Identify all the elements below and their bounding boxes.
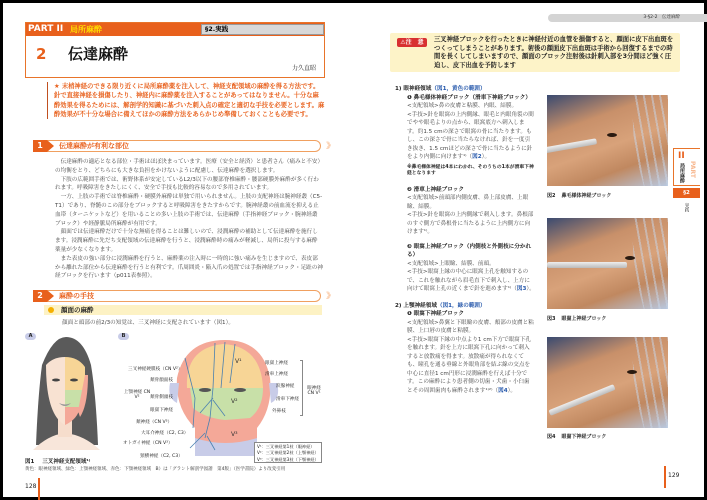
zone-label-v3: V³	[231, 431, 238, 438]
syringe	[547, 138, 597, 153]
paragraph: 下肢の広範囲手術では、術野体系が安定しているL2/3以下の腰部脊椎麻酔・腰部硬膜外麻酔が多く行われます。呼吸障害をきたしにくく、安全で手技も比較的容易なので多用されています。	[55, 176, 319, 192]
figure-label: 眼窩上神経	[265, 361, 288, 366]
caption-text: 鼻毛様体神経ブロック	[561, 193, 612, 199]
arrow-icon	[47, 140, 54, 152]
page-number: 128	[25, 483, 37, 490]
technique-text: <手技>眼窩下縁の中点より1 cm下方で眼窩下孔を触れます。針を上方に眼窩下孔に向かって刺入すると放散痛を得ます。放散痛が得られなくても、瞳孔を通る垂線と外眼角部を結ぶ線の交点を中心に直径1 cm円形に浸潤麻酔を行えば十分です。この麻酔により患者側の切歯・犬歯・小臼歯とその周囲歯肉も麻酔されます¹⁾²⁾（	[407, 336, 531, 394]
zone-label-v1: V¹	[235, 358, 242, 365]
block-technique	[395, 268, 535, 294]
figure-label: 三叉神経硬膜枝（CN V²）	[128, 367, 183, 372]
block-title: ❷ 滑車上神経ブロック	[407, 186, 464, 193]
syringe	[548, 384, 615, 416]
page-number-bar	[664, 466, 666, 488]
page-number: 129	[668, 472, 680, 479]
chapter-summary: ★ 末梢神経のできる限り近くに局所麻酔薬を注入して、神経支配領域の麻酔を得る方法です。針で直接神経を損傷したり、神経内に麻酔薬を注入することがあってはなりません。十分な麻酔効果を得るためには、解剖学的知識に基づいた刺入点の確定と適切な手技を必要とします。麻酔効果が不十分な場合に備えてほかの麻酔方法をあらかじめ準備しておくことも必要です。	[47, 82, 325, 119]
caption-text: 眼窩上神経ブロック	[561, 316, 607, 322]
photo-figure-3	[547, 218, 668, 309]
bracket	[300, 360, 303, 416]
figure-reference: （図1，緑の範囲）	[436, 302, 486, 309]
figure-link[interactable]: 図3	[516, 286, 527, 292]
figure-label: 眼窩下神経	[150, 408, 173, 413]
photo-figure-4	[547, 337, 668, 428]
block-region: <支配領域>上眼瞼、結膜、前頭。	[407, 260, 495, 267]
chevron-icon: 》》	[326, 291, 332, 300]
figure-label: 大耳介神経（C2, C3）	[141, 431, 189, 436]
technique-text: <手技>針を眼窩の上内側縁、眼毛と内眼角裂の間でやや眼毛よりの点から、眼窩底方へ刺入します。約1.5 cmの深さで眼窩の骨に当たります。もし、この深さで骨に当たらなければ、針を一度引き抜き、1.5 cmほどの深さで骨に当たるように針をより内側に向けます¹⁾（	[407, 111, 534, 160]
subsection-title: 1) 眼神経領域	[395, 86, 432, 92]
block-region: <支配領域>前頭部内側皮膚、鼻上部皮膚、上眼瞼、結膜。	[407, 195, 529, 210]
syringe	[547, 262, 627, 268]
section-label: §2.実践	[201, 24, 324, 35]
part-title: 局所麻酔	[70, 25, 102, 34]
caution-badge: ⚠注 意	[397, 38, 427, 47]
caption-label: 図4	[547, 434, 556, 440]
block-technique	[395, 111, 535, 162]
caption-text: 眼窩下神経ブロック	[561, 434, 607, 440]
section-side-tab[interactable]: §2	[673, 188, 700, 198]
legend-item: V³：三叉神経第3枝（下顎神経）	[257, 456, 319, 462]
part-side-tab[interactable]	[673, 148, 700, 186]
subsection-title: 2) 上顎神経領域	[395, 302, 437, 309]
subheading	[44, 305, 322, 315]
block-region: <支配領域>鼻の皮膚と粘膜、内眼、結膜。	[407, 103, 518, 109]
figure-label: オトガイ神経（CN V³）	[123, 441, 173, 446]
figure-reference: （図1，黄色の範囲）	[431, 86, 486, 92]
technique-text: <手技>眼窩上縁の中心に眼窩上孔を触知するので、これを触れながら眉毛直下で刺入し、上方に向けて眼窩上孔の近くまで針を進めます¹⁾（	[407, 269, 530, 292]
caution-box	[390, 33, 680, 72]
legend-item: V¹：三叉神経第1枝（眼神経）	[257, 444, 315, 449]
right-column-text	[395, 85, 535, 395]
figure-label: 頬神経（CN V³）	[136, 420, 173, 425]
caption-label: 図3	[547, 316, 556, 322]
block-title: ❶ 眼窩下神経ブロック	[407, 311, 464, 317]
figure-caption	[25, 457, 98, 465]
figure-link[interactable]: 図2	[472, 154, 482, 160]
author: 力久直昭	[291, 65, 316, 72]
block-note: ※鼻毛様体神経は4本にわかれ、そのうちの1本が滑車下神経となります	[407, 164, 534, 176]
part-numeral: II	[678, 151, 685, 161]
surgical-cap	[547, 337, 668, 428]
block-technique: <手技>針を眼窩の上内側縁で刺入します。鼻根部のすぐ側方で鼻根骨に当たるように上内側方に向けます¹⁾。	[407, 212, 534, 235]
subheading-body: 顔面と頭部の前2/3の知覚は、三叉神経に支配されています（図1）。	[62, 320, 234, 326]
figure-label: 頬骨側頭枝	[150, 395, 173, 400]
photo-caption	[547, 433, 612, 440]
figure-bracket-label: 眼神経 CN V¹	[307, 386, 321, 396]
subsection-heading	[395, 302, 535, 311]
caption-text: 三叉神経支配領域¹⁾	[42, 459, 91, 465]
paragraph: 伝達麻酔の適応となる部位・手術はほぼ決まっています。医療（安全と経済）と患者さん（痛みと不安）の均衡をとり、どちらにも大きな負担をかけないように配慮し、伝達麻酔を選択します。	[55, 159, 321, 174]
section-title: 伝達麻酔が有利な部位	[59, 142, 129, 150]
paragraph: 一方、上肢の手術では脊椎麻酔・硬膜外麻酔は単独で用いられません。上肢の支配神経は腕神経叢（C5-T1）であり、脊髄のこの部分をブロックすると呼吸障害をきたすからです。腕神経叢の前血流を抑える止血帯（ターニケットなど）を用いることの多い上肢の手術では、伝達麻酔（手指神経ブロック・腕神経叢ブロック）や経静脈局所麻酔が有用です。	[55, 194, 323, 227]
block-technique	[395, 336, 535, 396]
figure-label: 頸横神経（C2, C3）	[140, 454, 183, 459]
bullet-icon	[48, 307, 54, 313]
technique-end: ）。	[481, 154, 491, 160]
figure-label: 上顎神経 CN V²	[123, 390, 151, 400]
trigeminal-diagram-b	[165, 338, 285, 456]
subsection-heading	[395, 85, 535, 94]
running-head: 3-§2-2 伝達麻酔	[548, 14, 707, 22]
eye	[607, 133, 617, 137]
legend-item: V²：三叉神経第2枝（上顎神経）	[257, 450, 319, 456]
block-title: ❶ 鼻毛様体神経ブロック（滑車下神経ブロック）	[407, 94, 531, 101]
part-title: 局所麻酔	[679, 163, 685, 183]
section-1-body	[55, 158, 323, 281]
caption-label: 図2	[547, 193, 556, 199]
photo-caption	[547, 315, 612, 322]
figure-label: 外鼻枝	[272, 409, 286, 414]
technique-end: ）。	[526, 286, 535, 292]
face-illustration-a	[28, 335, 103, 450]
technique-end: ）。	[507, 387, 517, 394]
zone-label-v2: V²	[231, 398, 238, 405]
arrow-icon	[47, 290, 54, 302]
eye	[625, 256, 635, 260]
section-number: 2	[33, 290, 47, 302]
block-region: <支配領域>鼻翼と下眼瞼の皮膚、頬部の皮膚と粘膜、上口唇の皮膚と粘膜。	[407, 319, 534, 334]
paragraph: 顔面では伝達麻酔だけで十分な無痛を得ることは難しいので、浸潤麻酔の補助として伝達麻酔を施行します。浸潤麻酔に先だち支配領域の伝達麻酔を行うと、浸潤麻酔時の痛みが軽減し、局所に投与する麻酔薬量が少なくなります。	[55, 229, 318, 253]
page-number-bar	[38, 478, 40, 500]
photo-figure-2	[547, 95, 668, 186]
surgical-cap	[547, 95, 668, 186]
caution-text: 三叉神経ブロックを行ったときに神経付近の血管を損傷すると、顔面に皮下出血斑をつくってしまうことがあります。術後の顔面皮下出血斑は手術から回復するまでの時間を長くしてしまいますので、顔面のブロック注射後は針刺入部を3分間ほど強く圧迫し、皮下出血を予防します	[434, 36, 674, 70]
eye	[627, 370, 637, 374]
block-title: ❸ 眼窩上神経ブロック（内側枝と外側枝に分かれる）	[407, 243, 532, 258]
figure-link[interactable]: 図4	[498, 387, 508, 394]
panel-label-b: B	[118, 333, 129, 340]
chapter-number: 2	[36, 45, 47, 63]
caption-label: 図1	[25, 459, 35, 465]
figure-label: 頬骨顔面枝	[150, 378, 173, 383]
section-heading-1	[33, 140, 332, 152]
section-number: 1	[33, 140, 47, 152]
figure-label: 涙腺神経	[276, 384, 295, 389]
chapter-title: 伝達麻酔	[68, 45, 129, 63]
section-heading-2	[33, 290, 332, 302]
panel-label-a: A	[25, 333, 36, 340]
photo-caption	[547, 192, 617, 199]
chevron-icon: 》》	[326, 141, 332, 150]
paragraph: また表皮の強い部分に浸潤麻酔を行うと、麻酔薬の注入時に一時的に強い痛みを生じますので、表皮部から離れた部位から伝達麻酔を行うと有利です。爪周囲炎・陥入爪の処置では手指神経ブロック・足趾の神経ブロックを行います（p011表参照）。	[55, 255, 323, 280]
chapter-header	[25, 22, 325, 78]
section-title: 麻酔の手技	[59, 292, 94, 300]
caption-note: 黄色：眼神経領域、緑色：上顎神経領域、赤色：下顎神経領域 B）は「グラント解剖学図譜 第4版」（医学書院）より改変引用	[25, 467, 286, 472]
subheading-text: 顔面の麻酔	[61, 306, 94, 314]
part-label: PART	[689, 161, 696, 178]
figure-label: 滑車下神経	[276, 397, 299, 402]
section-side-title: 実践	[684, 203, 689, 212]
figure-legend	[254, 442, 322, 463]
part-label: PART II	[28, 24, 64, 34]
figure-label: 滑車上神経	[265, 372, 288, 377]
